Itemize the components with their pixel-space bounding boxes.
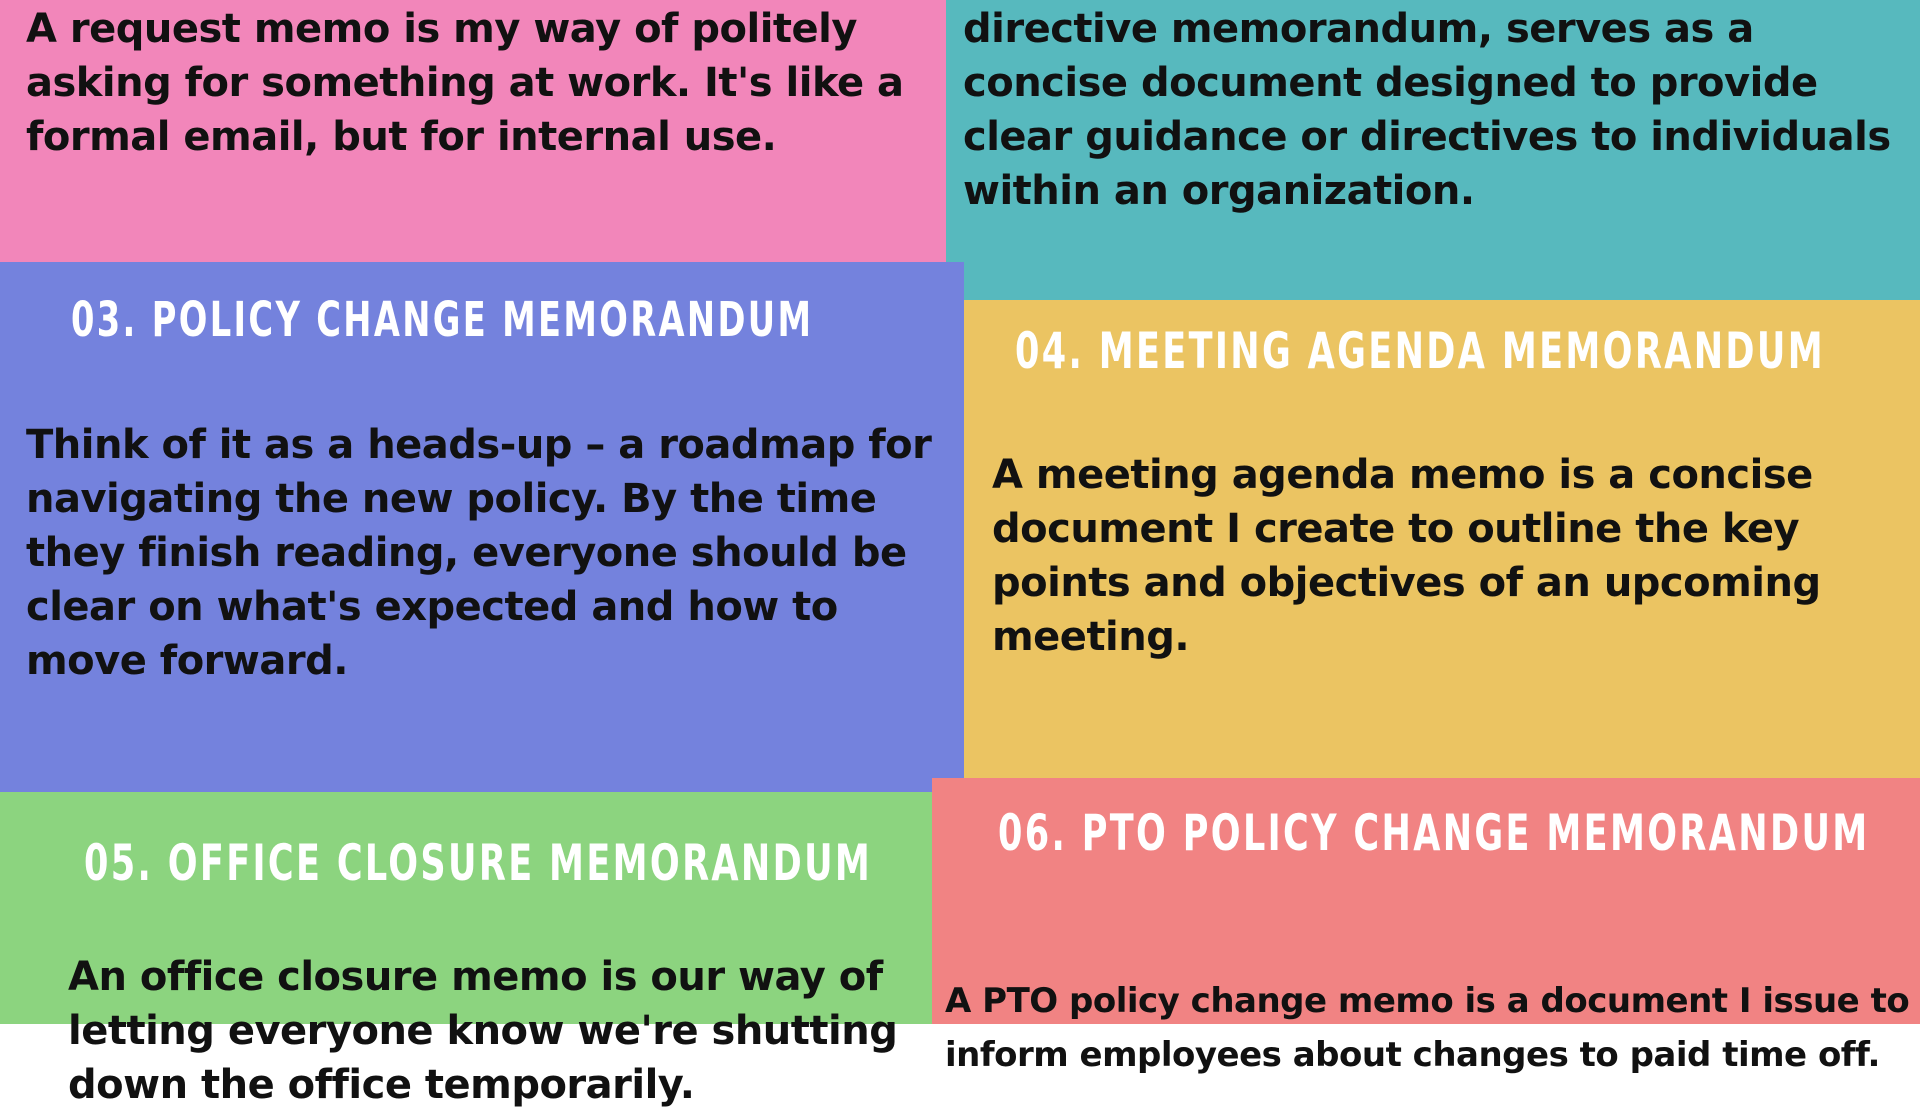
- request-memo-description: A request memo is my way of politely asking for something at work. It's like a formal email, but for internal use.: [26, 6, 904, 160]
- instruction-memo-description: directive memorandum, serves as a concise document designed to provide clear guidance or directives to individuals within an organization.: [963, 6, 1891, 214]
- office-closure-memo-description: An office closure memo is our way of letting everyone know we're shutting down the office temporarily.: [68, 954, 898, 1108]
- pto-policy-change-memo-panel: [932, 778, 1920, 1075]
- request-memo-panel: [0, 0, 946, 262]
- pto-policy-change-memo-heading: 06. PTO POLICY CHANGE MEMORANDUM: [998, 804, 1870, 862]
- office-closure-memo-panel: [0, 792, 932, 1108]
- meeting-agenda-memo-panel: [964, 300, 1920, 778]
- policy-change-memo-heading: 03. POLICY CHANGE MEMORANDUM: [71, 292, 814, 348]
- office-closure-memo-heading: 05. OFFICE CLOSURE MEMORANDUM: [84, 834, 873, 892]
- pto-policy-change-memo-description: A PTO policy change memo is a document I issue to inform employees about changes to paid time off.: [945, 981, 1910, 1075]
- policy-change-memo-description: Think of it as a heads-up – a roadmap for navigating the new policy. By the time they finish reading, everyone should be clear on what's expected and how to move forward.: [26, 422, 932, 684]
- instruction-memo-panel: [946, 0, 1920, 300]
- meeting-agenda-memo-heading: 04. MEETING AGENDA MEMORANDUM: [1015, 322, 1825, 380]
- meeting-agenda-memo-description: A meeting agenda memo is a concise document I create to outline the key points and objectives of an upcoming meeting.: [992, 452, 1821, 660]
- policy-change-memo-panel: [0, 262, 964, 792]
